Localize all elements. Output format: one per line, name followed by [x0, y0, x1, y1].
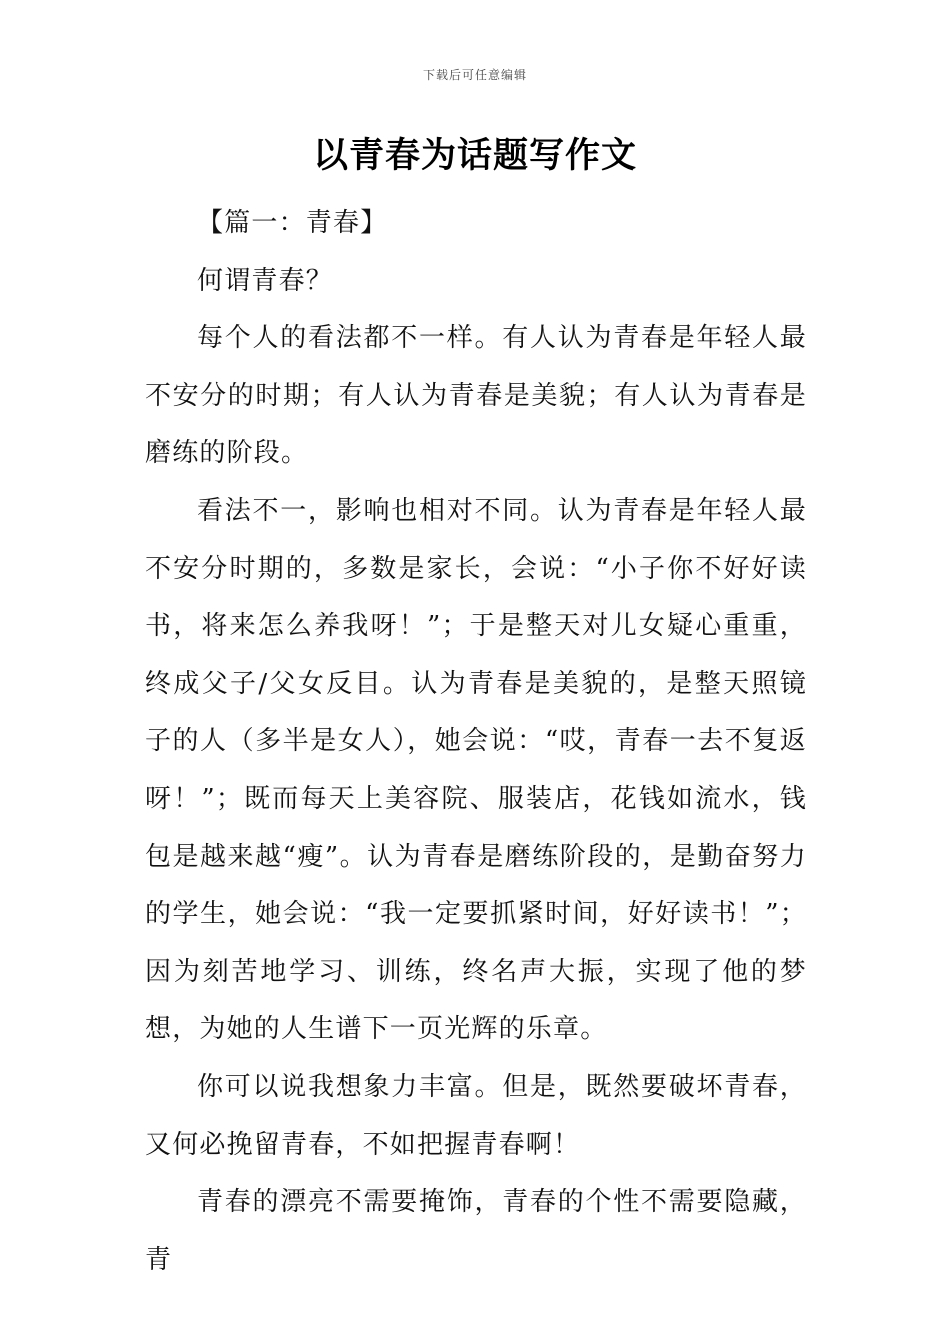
paragraph-1: 何谓青春？: [197, 265, 334, 296]
paragraph-2: 每个人的看法都不一样。有人认为青春是年轻人最不安分的时期；有人认为青春是美貌；有人认为青春是磨练的阶段。: [145, 323, 807, 469]
header-note: 下载后可任意编辑: [422, 68, 527, 82]
paragraph-3: 看法不一，影响也相对不同。认为青春是年轻人最不安分时期的，多数是家长，会说：“小子你不好好读书，将来怎么养我呀！”；于是整天对儿女疑心重重，终成父子/父女反目。认为青春是美貌的，是整天照镜子的人（多半是女人），她会说：“哎，青春一去不复返呀！”；既而每天上美容院、服装店，花钱如流水，钱包是越来越“瘦”。认为青春是磨练阶段的，是勤奋努力的学生，她会说：“我一定要抓紧时间，好好读书！”；因为刻苦地学习、训练，终名声大振，实现了他的梦想，为她的人生谱下一页光辉的乐章。: [145, 495, 807, 1045]
section-heading: 【篇一：青春】: [197, 208, 388, 238]
document-body: [145, 195, 807, 1289]
page-title: 以青春为话题写作文: [312, 136, 637, 176]
paragraph-4: 你可以说我想象力丰富。但是，既然要破坏青春，又何必挽留青春，不如把握青春啊！: [145, 1071, 807, 1160]
paragraph-5: 青春的漂亮不需要掩饰，青春的个性不需要隐藏，青: [145, 1187, 807, 1275]
